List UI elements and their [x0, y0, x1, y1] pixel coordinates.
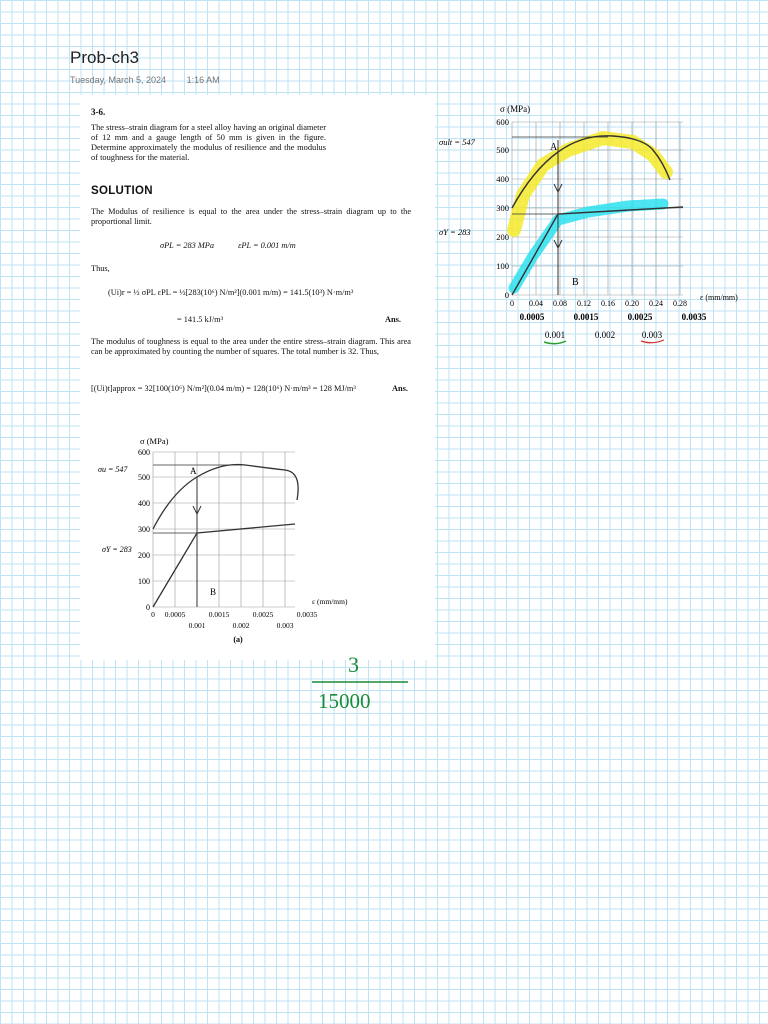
figure-caption: (a) [233, 635, 243, 644]
point-B-label: B [210, 587, 217, 597]
x-ticks-upper [510, 299, 687, 308]
sigma-ult-label: σult = 547 [439, 137, 475, 147]
resilience-paragraph: The Modulus of resilience is equal to the area under the stress–strain diagram up to the proportional limit. [91, 207, 411, 226]
original-stress-strain-chart [80, 432, 380, 647]
svg-text:0.0025: 0.0025 [252, 610, 274, 619]
svg-text:400: 400 [496, 174, 509, 184]
y-ticks [496, 117, 509, 300]
svg-text:100: 100 [138, 577, 150, 586]
x-ticks-lower-row1 [520, 312, 707, 322]
resilience-equation: (Ui)r = ½ σPL εPL = ½[283(10⁶) N/m²](0.001 m/m) = 141.5(10³) N·m/m³ [108, 288, 354, 297]
answer-label-1: Ans. [385, 315, 401, 324]
svg-text:500: 500 [138, 473, 150, 482]
svg-text:0.24: 0.24 [649, 299, 663, 308]
chart-grid [153, 452, 295, 607]
thus-text: Thus, [91, 264, 110, 273]
lower-curve [512, 207, 683, 295]
proportional-limit-values [160, 241, 318, 250]
annotated-stress-strain-chart [438, 100, 738, 350]
y-axis-label: σ (MPa) [500, 104, 531, 114]
arrow-down-icon [193, 487, 201, 514]
y-ticks [138, 448, 150, 612]
x-axis-label: ε (mm/mm) [700, 293, 738, 302]
svg-text:0.28: 0.28 [673, 299, 687, 308]
eps-pl: εPL = 0.001 m/m [238, 241, 296, 250]
svg-text:200: 200 [496, 232, 509, 242]
svg-text:300: 300 [496, 203, 509, 213]
svg-text:400: 400 [138, 499, 150, 508]
svg-text:0.0015: 0.0015 [573, 312, 599, 322]
svg-text:0.0025: 0.0025 [627, 312, 653, 322]
problem-text: The stress–strain diagram for a steel alloy having an original diameter of 12 mm and a gauge length of 50 mm is given in the figure. Determine approximately the modulus of resilience and the modulus of toughness for the material. [91, 123, 326, 162]
red-underline [641, 340, 664, 343]
svg-text:0: 0 [151, 610, 155, 619]
x-ticks-row1 [151, 610, 317, 619]
svg-text:0.0035: 0.0035 [296, 610, 318, 619]
svg-text:0.04: 0.04 [529, 299, 543, 308]
svg-text:200: 200 [138, 551, 150, 560]
cyan-highlight [514, 204, 663, 288]
point-B-label: B [572, 277, 579, 288]
toughness-equation: [(Ui)t]approx = 32[100(10⁶) N/m²](0.04 m/m) = 128(10⁶) N·m/m³ = 128 MJ/m³ [91, 384, 356, 393]
toughness-paragraph: The modulus of toughness is equal to the area under the entire stress–strain diagram. This area can be approximated by counting the number of squares. The total number is 32. Thus, [91, 337, 411, 356]
page-timestamp [70, 75, 238, 85]
svg-text:600: 600 [496, 117, 509, 127]
svg-text:0.12: 0.12 [577, 299, 591, 308]
x-axis-label: ε (mm/mm) [312, 597, 348, 606]
svg-text:0.20: 0.20 [625, 299, 639, 308]
page-date: Tuesday, March 5, 2024 [70, 75, 167, 85]
handwritten-denominator: 15000 [318, 689, 371, 713]
x-ticks-row2 [189, 621, 294, 630]
svg-text:0.003: 0.003 [276, 621, 294, 630]
sigma-u-label: σu = 547 [98, 465, 128, 474]
page-title: Prob-ch3 [70, 48, 139, 67]
svg-text:0.001: 0.001 [188, 621, 206, 630]
svg-text:0: 0 [146, 603, 150, 612]
svg-text:600: 600 [138, 448, 150, 457]
sigma-y-label: σY = 283 [102, 545, 132, 554]
resilience-result: = 141.5 kJ/m³ [177, 315, 224, 324]
lower-curve [153, 524, 295, 607]
x-ticks-lower-row2 [545, 330, 663, 340]
solution-heading: SOLUTION [91, 185, 153, 197]
answer-label-2: Ans. [392, 384, 408, 393]
point-A-label: A [550, 142, 558, 153]
handwritten-numerator: 3 [348, 652, 359, 677]
svg-text:0: 0 [504, 290, 509, 300]
svg-text:500: 500 [496, 145, 509, 155]
svg-text:0.002: 0.002 [232, 621, 250, 630]
sigma-y-label: σY = 283 [439, 227, 471, 237]
svg-text:0.002: 0.002 [594, 330, 616, 340]
svg-text:100: 100 [496, 261, 509, 271]
svg-text:300: 300 [138, 525, 150, 534]
green-underline [544, 341, 566, 344]
svg-text:0.0005: 0.0005 [519, 312, 545, 322]
y-axis-label: σ (MPa) [140, 436, 169, 446]
point-A-label: A [190, 466, 197, 476]
problem-number: 3-6. [91, 107, 106, 117]
svg-text:0.0005: 0.0005 [164, 610, 186, 619]
handwritten-fraction [300, 650, 420, 720]
svg-text:0.001: 0.001 [544, 330, 566, 340]
svg-text:0.0035: 0.0035 [681, 312, 707, 322]
svg-text:0.08: 0.08 [553, 299, 567, 308]
sigma-pl: σPL = 283 MPa [160, 241, 215, 250]
svg-text:0.16: 0.16 [601, 299, 615, 308]
svg-text:0: 0 [510, 299, 514, 308]
page-time: 1:16 AM [186, 75, 220, 85]
svg-text:0.003: 0.003 [641, 330, 663, 340]
svg-text:0.0015: 0.0015 [208, 610, 230, 619]
